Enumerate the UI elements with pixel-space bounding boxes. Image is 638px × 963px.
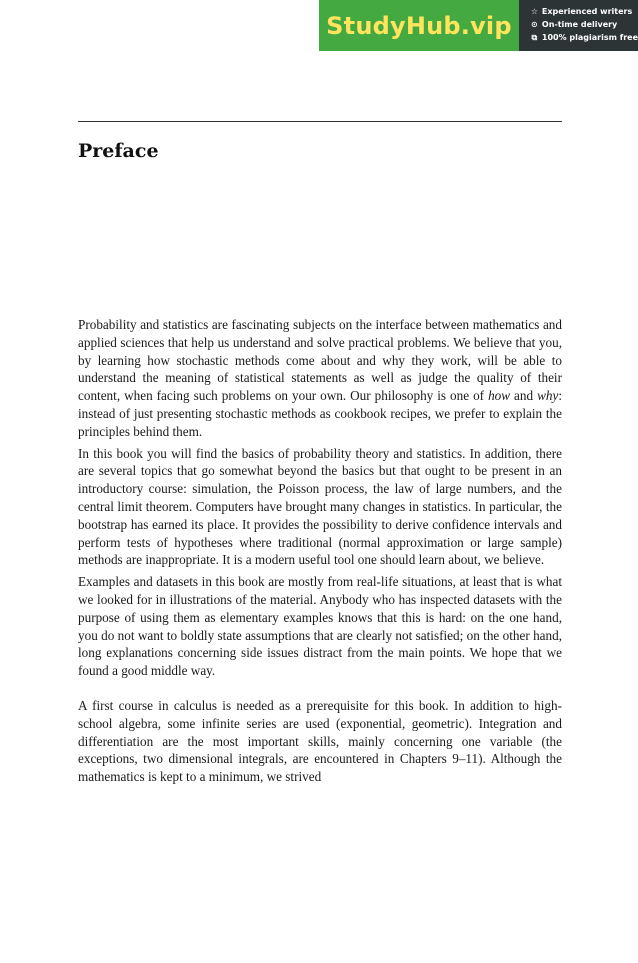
feature-label: Experienced writers xyxy=(541,7,633,16)
text-run: Probability and statistics are fascinating subjects on the interface between mathematics and applied sciences that help us understand and solve practical problems. We believe that you, by learning how stochastic methods come about and why they work, will be able to understand the meaning of statistical statements as well as judge the quality of their content, when facing such problems on your own. Our philosophy is one of xyxy=(78,317,562,404)
feature-item xyxy=(530,18,638,31)
feature-item xyxy=(530,31,638,44)
copy-icon: ⧉ xyxy=(531,32,538,42)
brand-logo[interactable] xyxy=(319,0,519,51)
studyhub-banner[interactable] xyxy=(319,0,638,51)
feature-item xyxy=(530,5,638,18)
page-title: Preface xyxy=(78,140,159,162)
feature-list xyxy=(519,0,638,51)
header-rule xyxy=(78,121,562,122)
text-run: : instead of just presenting stochastic methods as cookbook recipes, we prefer to explain the principles behind them. xyxy=(78,388,562,439)
paragraph: Examples and datasets in this book are mostly from real-life situations, at least that is what we looked for in illustrations of the material. Anybody who has inspected datasets with the purpose of using them as elementary examples knows that this is hard: on the one hand, you do not want to boldly state assumptions that are clearly not satisfied; on the other hand, long explanations concerning side issues distract from the main points. We hope that we found a good middle way. xyxy=(78,574,562,679)
star-icon: ☆ xyxy=(530,7,538,16)
feature-label: 100% plagiarism free xyxy=(541,33,638,42)
paragraph: In this book you will find the basics of probability theory and statistics. In addition, there are several topics that go somewhat beyond the basics but that ought to be present in an introductory course: simulation, the Poisson process, the law of large numbers, and the central limit theorem. Computers have brought many changes in statistics. In particular, the bootstrap has earned its place. It provides the possibility to derive confidence intervals and perform tests of hypotheses where traditional (normal approximation or large sample) methods are inappropriate. It is a modern useful tool one should learn about, we believe. xyxy=(78,445,562,568)
preface-body xyxy=(78,316,562,786)
paragraph: A first course in calculus is needed as a prerequisite for this book. In addition to high-school algebra, some infinite series are used (exponential, geometric). Integration and differentiation are the most important skills, mainly concerning one variable (the exceptions, two dimensional integrals, are encountered in Chapters 9–11). Although the mathematics is kept to a minimum, we strived xyxy=(78,697,562,785)
clock-icon: ⊙ xyxy=(531,20,538,29)
brand-name: StudyHub.vip xyxy=(326,11,512,40)
text-run: and xyxy=(510,388,538,404)
emphasis: why xyxy=(537,388,559,404)
paragraph xyxy=(78,316,562,441)
emphasis: how xyxy=(488,388,511,404)
feature-label: On-time delivery xyxy=(541,20,618,29)
